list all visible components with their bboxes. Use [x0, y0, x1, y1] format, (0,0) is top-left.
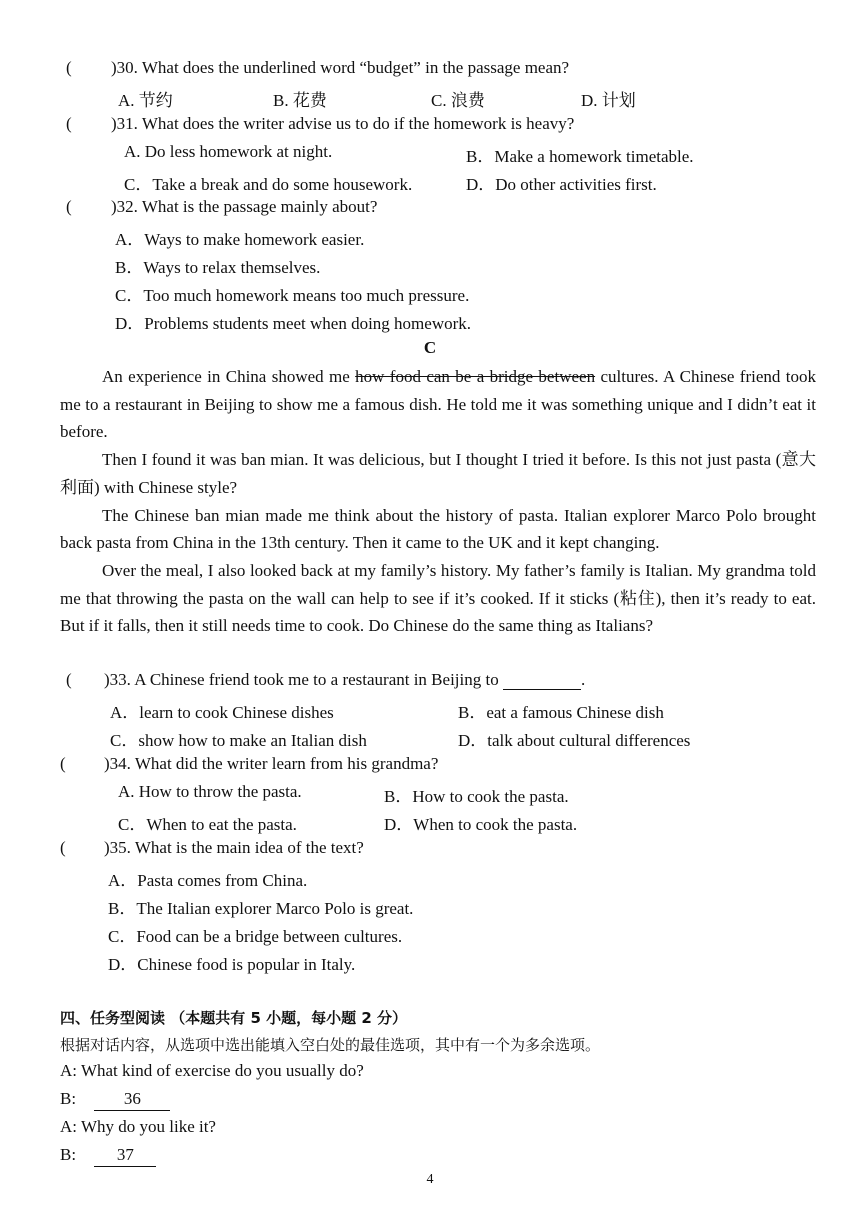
question-close-paren: ): [111, 114, 117, 133]
option-b[interactable]: B．eat a famous Chinese dish: [458, 703, 664, 722]
exam-page: ( )30. What does the underlined word “budget” in the passage mean? A. 节约 B. 花费 C. 浪费 D. 计划 ( )31. What does the writer advise us to do if the homework is heavy? A. Do less homework at night. B．Make a homework timetable. C．Take a break and do some housework. D．Do other activities first. ( )32. What is the passage mainly about? A．Ways to make homework easier. B．Ways to relax themselves. C．Too much homework means too much pressure. D．Problems students meet when doing homework. C An experience in China showed me how food can be a bridge between cultures. A Chinese friend took me to a restaurant in Beijing to show me a famous dish. He told me it was something unique and I didn’t eat it before. Then I found it was ban mian. It was delicious, but I thought I tried it before. Is this not just pasta (意大利面) with Chinese style? The Chinese ban mian made me think about the history of pasta. Italian explorer Marco Polo brought back pasta from China in the 13th century. Then it came to the UK and it kept changing. Over the meal, I also looked back at my family’s history. My father’s family is Italian. My grandma told me that throwing the pasta on the wall can help to see if it’s cooked. If it sticks (粘住), then it’s ready to eat. But if it falls, then it still needs time to cook. Do Chinese do the same thing as Italians? ( )33. A Chinese friend took me to a restaurant in Beijing to . A．learn to cook Chinese dishes B．eat a famous Chinese dish C．show how to make an Italian dish D．talk about cultural differences ( )34. What did the writer learn from his grandma? A. How to throw the pasta. B．How to cook the pasta. C．When to eat the pasta. D．When to cook the pasta. ( )35. What is the main idea of the text? A．Pasta comes from China. B．The Italian explorer Marco Polo is great. C．Food can be a bridge between cultures. D．Chinese food is popular in Italy. 四、任务型阅读 （本题共有 5 小题，每小题 2 分） 根据对话内容，从选项中选出能填入空白处的最佳选项，其中有一个为多余选项。 A: What kind of exercise do you usually do? B: 36 A: Why do you like it? B: 37 4: [0, 0, 860, 1216]
answer-paren[interactable]: (: [60, 838, 66, 857]
question-number: 30: [116, 58, 134, 77]
speaker-label: A:: [60, 1117, 77, 1136]
struck-text: how food can be a bridge between: [355, 367, 596, 386]
passage-c-body: [60, 363, 816, 640]
answer-paren[interactable]: (: [66, 670, 72, 689]
answer-blank-37[interactable]: 37: [94, 1144, 156, 1167]
question-close-paren: ): [111, 58, 117, 77]
passage-title: C: [423, 338, 437, 357]
option-a[interactable]: A．Pasta comes from China.: [108, 871, 308, 890]
question-text: . What is the passage mainly about?: [133, 197, 378, 216]
answer-paren[interactable]: (: [66, 197, 72, 216]
option-d[interactable]: D．Chinese food is popular in Italy.: [108, 955, 356, 974]
dialogue-line: [60, 1088, 170, 1111]
passage-paragraph-4: Over the meal, I also looked back at my family’s history. My father’s family is Italian. My grandma told me that throwing the pasta on the wall can help to see if it’s cooked. If it sticks (粘住), then it’s ready to eat. But if it falls, then it still needs time to cook. Do Chinese do the same thing as Italians?: [60, 560, 816, 636]
answer-blank-36[interactable]: 36: [94, 1088, 170, 1111]
option-b[interactable]: B．Make a homework timetable.: [466, 147, 694, 166]
question-text: . What does the writer advise us to do if the homework is heavy?: [133, 114, 575, 133]
option-b[interactable]: B．Ways to relax themselves.: [115, 258, 321, 277]
option-b[interactable]: B．How to cook the pasta.: [384, 787, 569, 806]
answer-paren[interactable]: (: [66, 58, 72, 77]
option-c[interactable]: C. 浪费: [431, 91, 485, 110]
question-text: . What did the writer learn from his grandma?: [126, 754, 439, 773]
section-heading: 四、任务型阅读 （本题共有 5 小题，每小题 2 分）: [60, 1009, 407, 1027]
option-b[interactable]: B．The Italian explorer Marco Polo is great.: [108, 899, 414, 918]
question-number: 31: [116, 114, 134, 133]
question-close-paren: ): [104, 670, 110, 689]
question-close-paren: ): [104, 838, 110, 857]
dialogue-line: [60, 1060, 364, 1082]
dialogue-line: [60, 1116, 216, 1138]
option-a[interactable]: A．Ways to make homework easier.: [115, 230, 365, 249]
question-text: . A Chinese friend took me to a restaurant in Beijing to: [126, 670, 503, 689]
dialogue-line: [60, 1144, 156, 1167]
option-d[interactable]: D．talk about cultural differences: [458, 731, 691, 750]
section-instruction: 根据对话内容，从选项中选出能填入空白处的最佳选项，其中有一个为多余选项。: [60, 1036, 601, 1054]
dialogue-text: What kind of exercise do you usually do?: [80, 1061, 364, 1080]
dialogue-text: Why do you like it?: [80, 1117, 216, 1136]
option-c[interactable]: C．show how to make an Italian dish: [110, 731, 367, 750]
speaker-label: B:: [60, 1145, 77, 1164]
option-d[interactable]: D. 计划: [581, 91, 636, 110]
question-text: . What does the underlined word “budget” in the passage mean?: [133, 58, 570, 77]
option-c[interactable]: C．Take a break and do some housework.: [124, 175, 413, 194]
option-d[interactable]: D．Do other activities first.: [466, 175, 657, 194]
answer-blank[interactable]: [503, 671, 581, 690]
page-number: 4: [426, 1172, 434, 1187]
option-c[interactable]: C．Too much homework means too much pressure.: [115, 286, 470, 305]
question-close-paren: ): [111, 197, 117, 216]
question-number: 33: [109, 670, 127, 689]
question-number: 34: [109, 754, 127, 773]
option-d[interactable]: D．Problems students meet when doing homework.: [115, 314, 472, 333]
question-close-paren: ): [104, 754, 110, 773]
option-c[interactable]: C．Food can be a bridge between cultures.: [108, 927, 403, 946]
option-a[interactable]: A. How to throw the pasta.: [118, 782, 302, 801]
question-text: . What is the main idea of the text?: [126, 838, 364, 857]
passage-paragraph-1: An experience in China showed me how food can be a bridge between cultures. A Chinese friend took me to a restaurant in Beijing to show me a famous dish. He told me it was something unique and I didn’t eat it before.: [60, 367, 816, 442]
passage-paragraph-3: The Chinese ban mian made me think about the history of pasta. Italian explorer Marco Polo brought back pasta from China in the 13th century. Then it came to the UK and it kept changing.: [60, 505, 816, 553]
speaker-label: B:: [60, 1089, 77, 1108]
speaker-label: A:: [60, 1061, 77, 1080]
question-number: 32: [116, 197, 134, 216]
option-a[interactable]: A．learn to cook Chinese dishes: [110, 703, 334, 722]
passage-paragraph-2: Then I found it was ban mian. It was delicious, but I thought I tried it before. Is this not just pasta (意大利面) with Chinese style?: [60, 450, 816, 497]
option-a[interactable]: A. 节约: [118, 91, 173, 110]
option-c[interactable]: C．When to eat the pasta.: [118, 815, 297, 834]
answer-paren[interactable]: (: [60, 754, 66, 773]
option-a[interactable]: A. Do less homework at night.: [124, 142, 333, 161]
option-d[interactable]: D．When to cook the pasta.: [384, 815, 578, 834]
answer-paren[interactable]: (: [66, 114, 72, 133]
option-b[interactable]: B. 花费: [273, 91, 327, 110]
question-number: 35: [109, 838, 127, 857]
